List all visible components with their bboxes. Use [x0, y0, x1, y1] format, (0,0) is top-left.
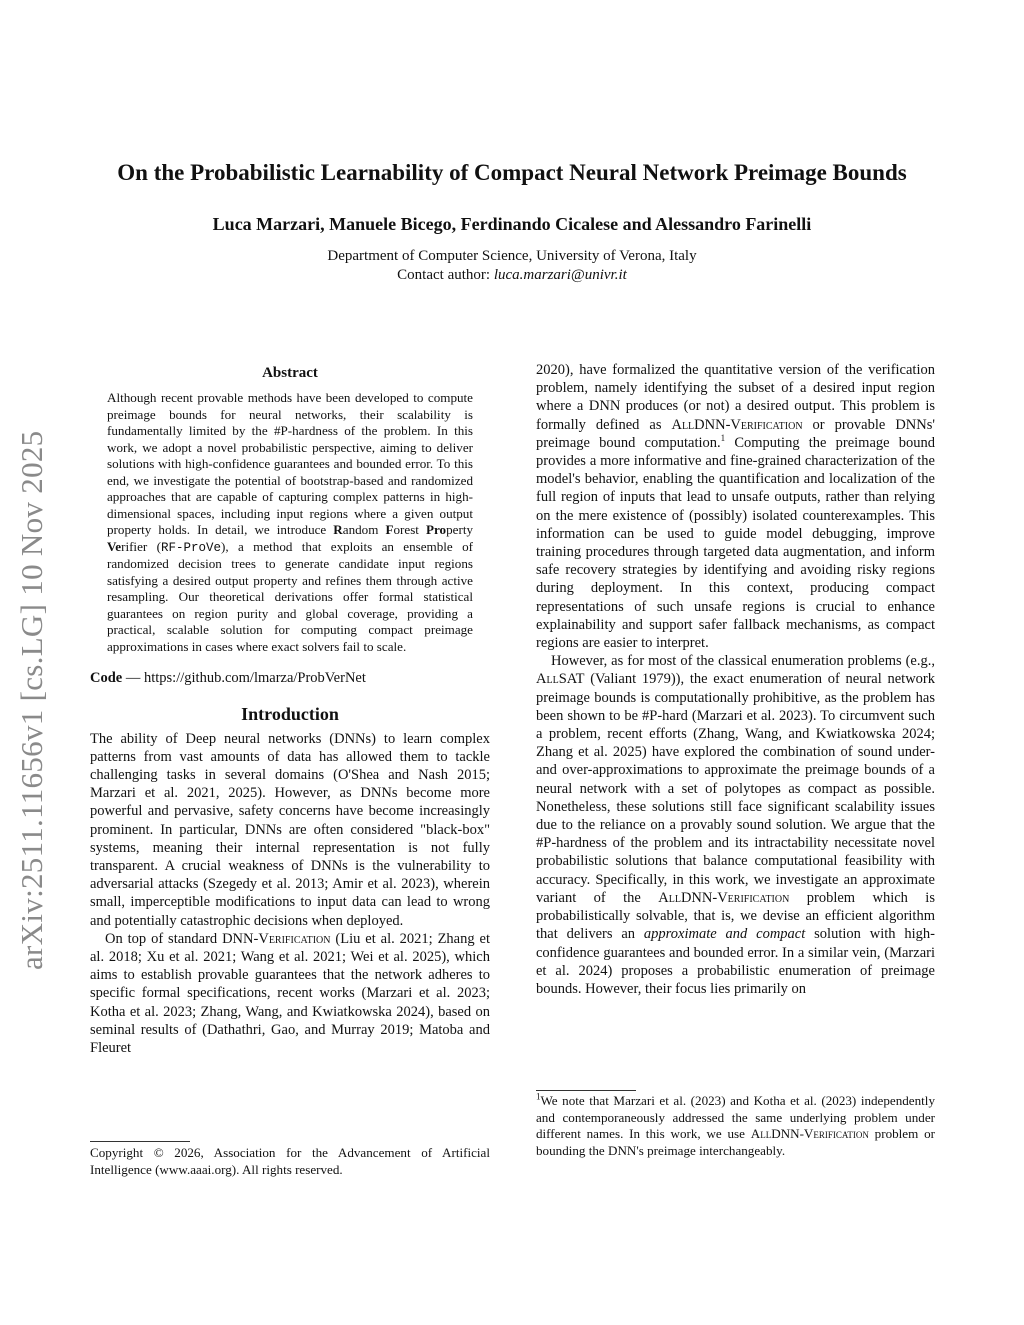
right-text: Computing the preimage bound provides a more informative and fine-grained characterization of the model's behavior, enabling the quantification and localization of the full region of inputs that lead to unsafe outputs, rather than relying on the mere existence of (possibly) isolated counterexamples. This information can be used to guide model debugging, improve training procedures through targeted data augmentation, and inform safe recovery strategies by identifying and avoiding risky regions during deployment. In this context, producing compact representations of such unsafe regions is crucial to enhance explainability and support safer fallback mechanisms, as compact regions are easier to interpret.	[536, 434, 935, 652]
intro-text: On top of standard DNN-	[105, 930, 259, 947]
contact-email: luca.marzari@univr.it	[493, 267, 627, 283]
author-list: Luca Marzari, Manuele Bicego, Ferdinando Cicalese and Alessandro Farinelli	[212, 214, 812, 234]
right-emphasis: approximate and compact	[643, 926, 806, 943]
right-column	[536, 361, 935, 998]
introduction-heading: Introduction	[241, 704, 339, 725]
intro-smallcaps: Verification	[258, 930, 331, 947]
footnote-number: 1	[536, 1091, 541, 1102]
arxiv-stamp: arXiv:2511.11656v1 [cs.LG] 10 Nov 2025	[14, 430, 49, 970]
right-paragraph-2	[536, 652, 935, 998]
code-separator: —	[122, 670, 144, 687]
method-acronym: RF-ProVe	[160, 540, 221, 555]
copyright-notice: Copyright © 2026, Association for the Advancement of Artificial Intelligence (www.aaai.org). All rights reserved.	[90, 1145, 490, 1177]
abstract-name-part: R	[333, 522, 343, 538]
affiliation-block	[0, 247, 1024, 285]
intro-paragraph-2	[90, 930, 490, 1057]
right-text: problem which is probabilistically solvable, that is, we devise an efficient algorithm that delivers an	[536, 889, 935, 943]
abstract-text-2: ), a method that exploits an ensemble of randomized decision trees to generate candidate input regions satisfying a desired output property and refines them through active resampling. Our theoretical derivations offer formal statistical guarantees on region purity and global coverage, providing a practical, scalable solution for computing compact preimage approximations in cases where exact solvers fail to scale.	[107, 538, 473, 654]
contact-line	[0, 266, 1024, 285]
right-text: (Valiant 1979)), the exact enumeration of neural network preimage bounds is computationally prohibitive, as the problem has been shown to be #P-hard (Marzari et al. 2023). To circumvent such a problem, recent efforts (Zhang, Wang, and Kwiatkowska 2024; Zhang et al. 2025) have explored the combination of sound under- and over-approximations to approximate the preimage bounds of a neural network with a set of polytopes as compact as possible. Nonetheless, these solutions still face significant scalability issues due to the reliance on a provably sound solution. We argue that the #P-hardness of the problem and its intractability necessitate novel probabilistic solutions that balance computational feasibility with accuracy. Specifically, in this work, we investigate an approximate variant of the	[536, 671, 935, 906]
paper-title: On the Probabilistic Learnability of Compact Neural Network Preimage Bounds	[117, 160, 907, 185]
abstract-name-part: Pro	[425, 522, 447, 538]
footnote-rule	[536, 1090, 636, 1091]
right-smallcaps: AllSAT	[536, 671, 585, 688]
intro-paragraph-1: The ability of Deep neural networks (DNNs) to learn complex patterns from vast amounts of data has allowed them to tackle challenging tasks in several domains (O'Shea and Nash 2015; Marzari et al. 2021, 2025). However, as DNNs become more powerful and pervasive, safety concerns have become increasingly prominent. In particular, DNNs are often considered "black-box" systems, meaning their internal representation is not fully transparent. A crucial weakness of DNNs is the vulnerability to adversarial attacks (Szegedy et al. 2013; Amir et al. 2023), wherein small, imperceptible modifications to input data can lead to wrong and potentially catastrophic decisions when deployed.	[90, 730, 490, 929]
footnote-text: problem or bounding the DNN's preimage interchangeably.	[536, 1126, 935, 1158]
copyright-rule	[90, 1141, 190, 1142]
left-column	[90, 360, 490, 1057]
footnote-text: We note that Marzari et al. (2023) and Kotha et al. (2023) independently and contemporaneously addressed the same underlying problem under different names. In this work, we use	[536, 1093, 935, 1141]
footnote	[536, 1093, 935, 1159]
right-text: However, as for most of the classical enumeration problems (e.g.,	[551, 653, 935, 670]
right-smallcaps: AllDNN-Verification	[671, 416, 803, 433]
code-label: Code	[90, 670, 123, 687]
right-text: or provable DNNs' preimage bound computation.	[536, 416, 935, 451]
abstract-name-part: andom	[342, 522, 386, 538]
abstract-name-part: F	[385, 522, 394, 538]
footnote-marker: 1	[720, 432, 726, 443]
right-smallcaps: AllDNN-Verification	[658, 889, 790, 906]
abstract-heading: Abstract	[262, 365, 318, 381]
abstract-name-part: orest	[393, 522, 426, 538]
abstract-text-1: Although recent provable methods have been developed to compute preimage bounds for neural networks, their scalability is fundamentally limited by the #P-hardness of the problem. In this work, we adopt a novel probabilistic perspective, aiming to deliver solutions with high-confidence guarantees and bounded error. To this end, we investigate the potential of bootstrap-based and randomized approaches that are capable of capturing complex patterns in high-dimensional spaces, including input regions where a given output property holds. In detail, we introduce	[107, 390, 473, 538]
contact-label: Contact author:	[397, 267, 494, 283]
abstract-body	[107, 390, 473, 655]
abstract-name-part: perty	[446, 522, 474, 538]
footnote-smallcaps: AllDNN-Verification	[750, 1126, 869, 1141]
intro-text: (Liu et al. 2021; Zhang et al. 2018; Xu et al. 2021; Wang et al. 2021; Wei et al. 2025), which aims to establish provable guarantees that the network adheres to specific formal specifications, recent works (Marzari et al. 2023; Kotha et al. 2023; Zhang, Wang, and Kwiatkowska 2024), based on seminal results of (Dathathri, Gao, and Murray 2019; Matoba and Fleuret	[90, 930, 490, 1057]
right-text: 2020), have formalized the quantitative version of the verification problem, namely identifying the subset of a desired input region where a DNN produces (or not) a desired output. This problem is formally defined as	[536, 362, 935, 433]
arxiv-stamp-container	[10, 370, 52, 970]
affiliation: Department of Computer Science, University of Verona, Italy	[327, 248, 697, 264]
right-text: solution with high-confidence guarantees and bounded error. In a similar vein, (Marzari et al. 2024) proposes a probabilistic enumeration of preimage bounds. However, their focus lies primarily on	[536, 926, 935, 997]
code-line	[90, 669, 490, 687]
abstract-name-part: rifier (	[121, 538, 161, 554]
abstract-name-part: Ve	[107, 538, 122, 554]
code-link[interactable]: https://github.com/lmarza/ProbVerNet	[143, 670, 366, 687]
right-paragraph-1	[536, 361, 935, 652]
